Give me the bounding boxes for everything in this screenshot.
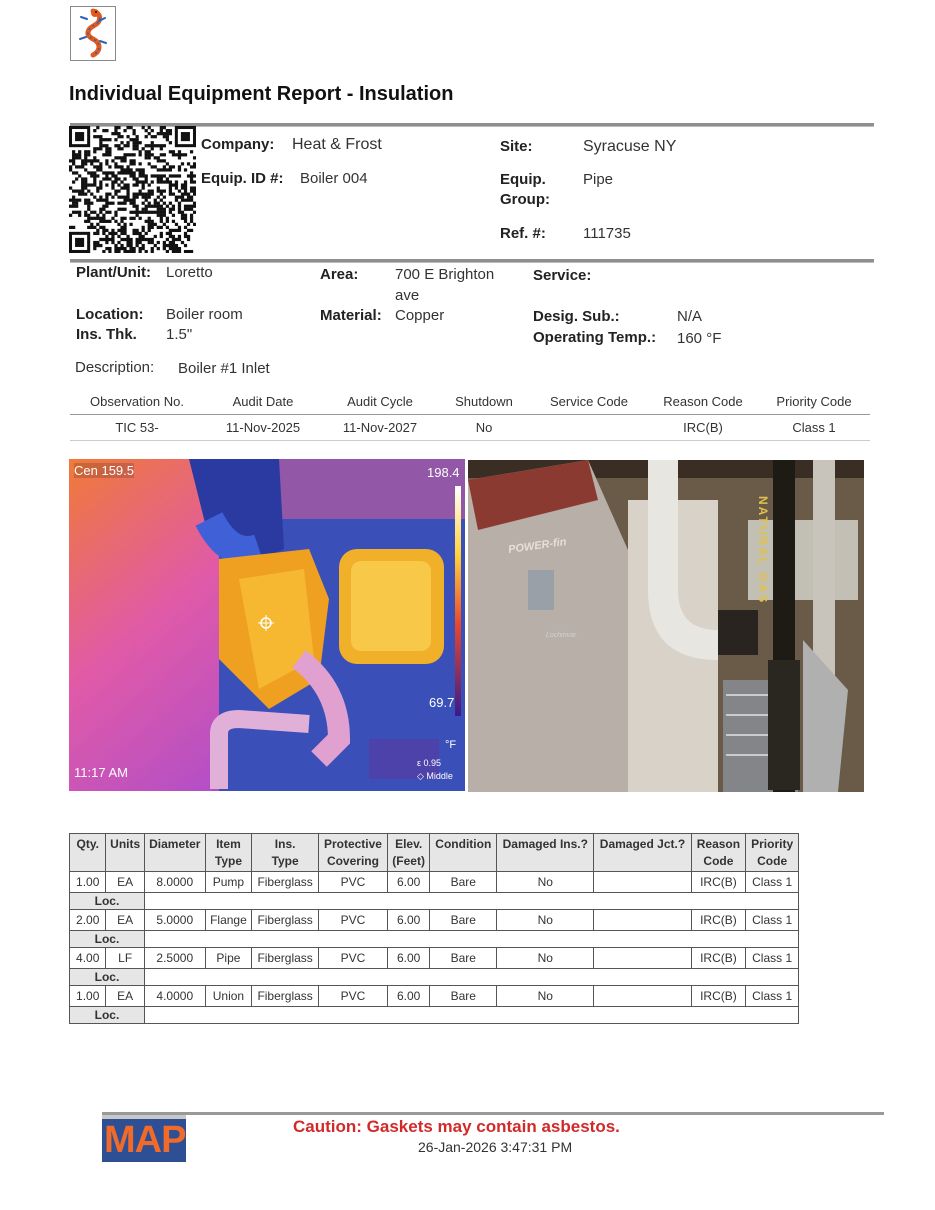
items-header-line-2: Type bbox=[214, 854, 242, 868]
items-header-line-2: Type bbox=[271, 854, 299, 868]
site-value: Syracuse NY bbox=[583, 138, 677, 155]
service-code-header: Service Code bbox=[530, 390, 648, 414]
items-cell: 6.00 bbox=[387, 948, 430, 969]
map-logo-text: MAP bbox=[104, 1119, 186, 1161]
items-loc-row bbox=[70, 1007, 799, 1024]
reason-code-header: Reason Code bbox=[648, 390, 758, 414]
items-cell: 8.0000 bbox=[144, 872, 205, 893]
items-cell: No bbox=[497, 910, 594, 931]
items-header-line-1: Protective bbox=[323, 837, 382, 851]
material-label: Material: bbox=[320, 307, 382, 324]
observation-row bbox=[70, 414, 870, 440]
report-timestamp: 26-Jan-2026 3:47:31 PM bbox=[418, 1139, 573, 1155]
items-cell: PVC bbox=[319, 986, 388, 1007]
items-header-line-1: Damaged Ins.? bbox=[502, 837, 588, 851]
gas-pipe-label: NATURAL GAS bbox=[756, 496, 770, 605]
items-cell: No bbox=[497, 986, 594, 1007]
company-logo bbox=[70, 6, 116, 61]
location-label: Location: bbox=[76, 306, 144, 323]
items-cell: LF bbox=[106, 948, 144, 969]
items-cell: 5.0000 bbox=[144, 910, 205, 931]
items-cell: Bare bbox=[430, 910, 497, 931]
items-cell: Class 1 bbox=[746, 910, 799, 931]
area-value: 700 E Brighton bbox=[395, 266, 495, 283]
items-cell bbox=[594, 910, 691, 931]
items-header-cell bbox=[691, 834, 746, 872]
items-header-line-1: Elev. bbox=[395, 837, 423, 851]
items-cell: EA bbox=[106, 986, 144, 1007]
items-cell: Fiberglass bbox=[252, 948, 319, 969]
items-row bbox=[70, 872, 799, 893]
items-header-cell bbox=[430, 834, 497, 872]
items-cell: Union bbox=[205, 986, 252, 1007]
items-header-cell bbox=[319, 834, 388, 872]
audit-date-header: Audit Date bbox=[204, 390, 322, 414]
items-cell: IRC(B) bbox=[691, 948, 746, 969]
map-logo bbox=[102, 1115, 186, 1162]
items-header-line-2: Code bbox=[757, 854, 788, 868]
thermal-max: 198.4 bbox=[427, 465, 460, 480]
items-loc-label: Loc. bbox=[70, 1007, 145, 1024]
items-cell: Pipe bbox=[205, 948, 252, 969]
qr-code bbox=[69, 126, 196, 253]
items-cell: PVC bbox=[319, 910, 388, 931]
items-loc-value bbox=[144, 1007, 798, 1024]
items-loc-label: Loc. bbox=[70, 931, 145, 948]
items-header-line-1: Diameter bbox=[149, 837, 201, 851]
thermal-color-scale bbox=[455, 486, 461, 716]
desig-sub-value: N/A bbox=[677, 308, 703, 325]
items-header-line-1: Item bbox=[216, 837, 241, 851]
plant-value: Loretto bbox=[166, 264, 213, 281]
description-value: Boiler #1 Inlet bbox=[178, 360, 270, 377]
shutdown: No bbox=[438, 414, 530, 440]
items-cell: Class 1 bbox=[746, 986, 799, 1007]
items-cell: 4.00 bbox=[70, 948, 106, 969]
items-loc-row bbox=[70, 893, 799, 910]
items-cell: Bare bbox=[430, 986, 497, 1007]
items-loc-label: Loc. bbox=[70, 893, 145, 910]
equip-group-label-2: Group: bbox=[500, 191, 550, 208]
observation-no-header: Observation No. bbox=[70, 390, 204, 414]
desig-sub-label: Desig. Sub.: bbox=[533, 308, 620, 325]
items-row bbox=[70, 910, 799, 931]
items-cell: 6.00 bbox=[387, 872, 430, 893]
priority-code-header: Priority Code bbox=[758, 390, 870, 414]
location-value: Boiler room bbox=[166, 306, 243, 323]
observation-table bbox=[70, 390, 870, 441]
op-temp-label: Operating Temp.: bbox=[533, 329, 657, 346]
items-header-cell bbox=[106, 834, 144, 872]
items-loc-row bbox=[70, 931, 799, 948]
service-label: Service: bbox=[533, 267, 592, 284]
items-header-line-1: Qty. bbox=[76, 837, 99, 851]
items-cell: 6.00 bbox=[387, 986, 430, 1007]
thermal-center-readout: Cen 159.5 bbox=[74, 463, 134, 478]
items-cell bbox=[594, 872, 691, 893]
items-header-line-2: Code bbox=[703, 854, 734, 868]
items-cell: Pump bbox=[205, 872, 252, 893]
area-label: Area: bbox=[320, 266, 359, 283]
items-header-line-1: Reason bbox=[696, 837, 741, 851]
items-cell: 1.00 bbox=[70, 986, 106, 1007]
items-cell: PVC bbox=[319, 872, 388, 893]
insulation-items-table bbox=[69, 833, 799, 1024]
items-cell: Bare bbox=[430, 872, 497, 893]
observation-no: TIC 53- bbox=[70, 414, 204, 440]
items-loc-value bbox=[144, 931, 798, 948]
items-cell: No bbox=[497, 948, 594, 969]
items-row bbox=[70, 948, 799, 969]
items-header-cell bbox=[144, 834, 205, 872]
items-cell: PVC bbox=[319, 948, 388, 969]
items-header-line-1: Priority bbox=[751, 837, 794, 851]
boiler-brand-label: POWER-fin bbox=[507, 535, 568, 557]
items-header-line-2: (Feet) bbox=[392, 854, 425, 868]
items-loc-row bbox=[70, 969, 799, 986]
material-value: Copper bbox=[395, 307, 445, 324]
ins-thk-value: 1.5" bbox=[166, 326, 193, 343]
equip-group-value: Pipe bbox=[583, 171, 614, 188]
items-cell: No bbox=[497, 872, 594, 893]
report-title: Individual Equipment Report - Insulation bbox=[69, 83, 454, 105]
items-cell bbox=[594, 986, 691, 1007]
header-bottom-rule bbox=[70, 259, 874, 263]
equip-id-label: Equip. ID #: bbox=[201, 170, 284, 187]
items-loc-label: Loc. bbox=[70, 969, 145, 986]
boiler-maker-label: Lochinvar bbox=[546, 632, 577, 639]
op-temp-value: 160 °F bbox=[677, 330, 722, 347]
thermal-image bbox=[69, 459, 465, 791]
equipment-photo bbox=[468, 460, 864, 792]
items-header-row bbox=[70, 834, 799, 872]
thermal-unit: °F bbox=[445, 739, 457, 751]
items-header-line-1: Condition bbox=[435, 837, 492, 851]
equip-id-value: Boiler 004 bbox=[300, 170, 368, 187]
audit-cycle: 11-Nov-2027 bbox=[322, 414, 438, 440]
ref-label: Ref. #: bbox=[500, 225, 546, 242]
items-cell: Bare bbox=[430, 948, 497, 969]
items-cell: Class 1 bbox=[746, 872, 799, 893]
area-value-2: ave bbox=[395, 287, 420, 304]
audit-cycle-header: Audit Cycle bbox=[322, 390, 438, 414]
site-label: Site: bbox=[500, 138, 533, 155]
items-cell: Flange bbox=[205, 910, 252, 931]
thermal-emissivity: ε 0.95 bbox=[417, 758, 442, 768]
audit-date: 11-Nov-2025 bbox=[204, 414, 322, 440]
items-cell: Fiberglass bbox=[252, 872, 319, 893]
thermal-time: 11:17 AM bbox=[74, 765, 128, 780]
company-label: Company: bbox=[201, 136, 275, 153]
items-header-cell bbox=[594, 834, 691, 872]
thermal-mode: ◇ Middle bbox=[417, 771, 453, 781]
shutdown-header: Shutdown bbox=[438, 390, 530, 414]
service-code bbox=[530, 414, 648, 440]
items-loc-value bbox=[144, 893, 798, 910]
items-header-line-2: Covering bbox=[326, 854, 379, 868]
items-cell bbox=[594, 948, 691, 969]
items-cell: IRC(B) bbox=[691, 986, 746, 1007]
plant-label: Plant/Unit: bbox=[76, 264, 151, 281]
thermal-min: 69.7 bbox=[429, 695, 455, 710]
items-cell: 4.0000 bbox=[144, 986, 205, 1007]
items-header-line-1: Ins. bbox=[274, 837, 296, 851]
footer-rule bbox=[102, 1112, 884, 1115]
items-header-cell bbox=[497, 834, 594, 872]
items-cell: IRC(B) bbox=[691, 872, 746, 893]
priority-code: Class 1 bbox=[758, 414, 870, 440]
description-label: Description: bbox=[75, 359, 155, 376]
items-header-cell bbox=[70, 834, 106, 872]
equip-group-label: Equip. bbox=[500, 171, 546, 188]
asbestos-caution: Caution: Gaskets may contain asbestos. bbox=[293, 1117, 620, 1136]
reason-code: IRC(B) bbox=[648, 414, 758, 440]
items-cell: Fiberglass bbox=[252, 910, 319, 931]
items-loc-value bbox=[144, 969, 798, 986]
items-header-cell bbox=[205, 834, 252, 872]
items-cell: 2.5000 bbox=[144, 948, 205, 969]
items-cell: Fiberglass bbox=[252, 986, 319, 1007]
items-cell: 1.00 bbox=[70, 872, 106, 893]
items-header-line-1: Units bbox=[110, 837, 141, 851]
items-header-cell bbox=[387, 834, 430, 872]
items-header-line-1: Damaged Jct.? bbox=[599, 837, 686, 851]
observation-header-row bbox=[70, 390, 870, 414]
items-header-cell bbox=[746, 834, 799, 872]
ins-thk-label: Ins. Thk. bbox=[76, 326, 137, 343]
company-value: Heat & Frost bbox=[292, 136, 382, 153]
items-cell: EA bbox=[106, 872, 144, 893]
items-cell: EA bbox=[106, 910, 144, 931]
items-row bbox=[70, 986, 799, 1007]
items-cell: Class 1 bbox=[746, 948, 799, 969]
items-header-cell bbox=[252, 834, 319, 872]
items-cell: 6.00 bbox=[387, 910, 430, 931]
ref-value: 111735 bbox=[583, 225, 631, 242]
items-cell: IRC(B) bbox=[691, 910, 746, 931]
items-cell: 2.00 bbox=[70, 910, 106, 931]
